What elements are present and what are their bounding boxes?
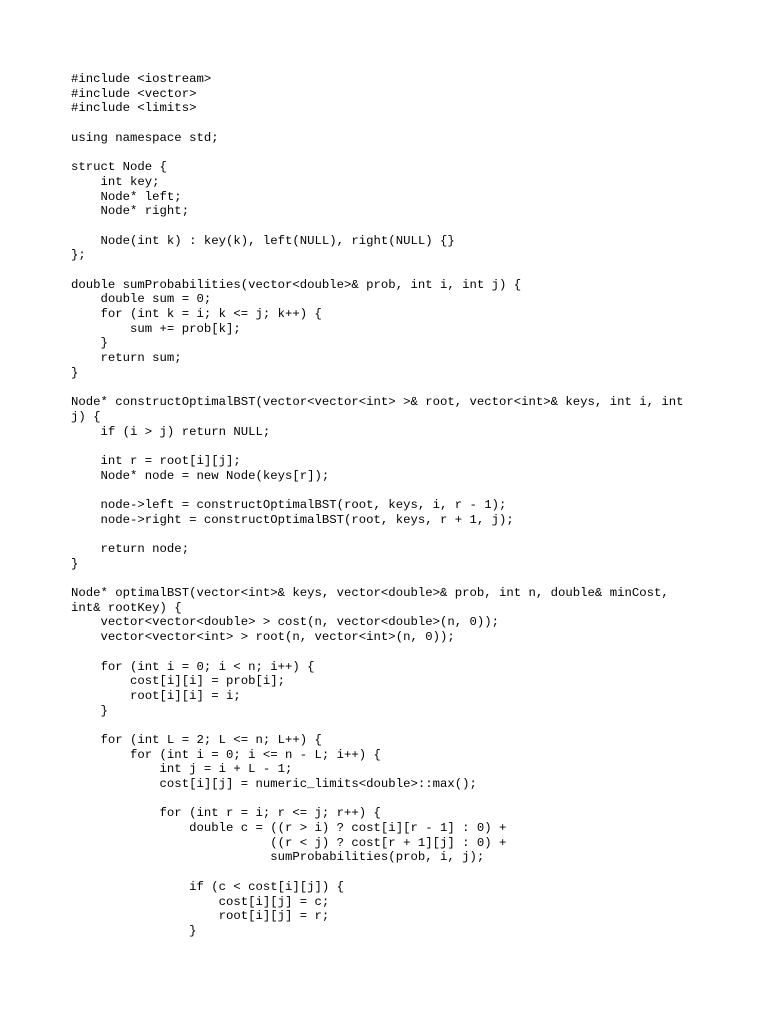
code-line: if (c < cost[i][j]) { (71, 879, 345, 894)
code-line: cost[i][j] = numeric_limits<double>::max(); (71, 777, 477, 791)
code-line: double sum = 0; (71, 292, 212, 307)
code-line: Node* constructOptimalBST(vector<vector<int> >& root, vector<int>& keys, int i, int (71, 395, 684, 410)
code-line: ((r < j) ? cost[r + 1][j] : 0) + (71, 835, 507, 850)
code-line (71, 219, 731, 234)
code-line (71, 439, 731, 454)
code-line: vector<vector<int> > root(n, vector<int>(n, 0)); (71, 630, 455, 645)
code-line: for (int k = i; k <= j; k++) { (71, 307, 322, 321)
code-line: int& rootKey) { (71, 600, 182, 615)
code-line: } (71, 365, 79, 380)
code-line: } (71, 923, 197, 938)
code-line: }; (71, 248, 86, 263)
code-listing (71, 72, 731, 939)
code-line: for (int L = 2; L <= n; L++) { (71, 732, 322, 747)
code-line: double sumProbabilities(vector<double>& prob, int i, int j) { (71, 277, 522, 292)
code-line: Node(int k) : key(k), left(NULL), right(NULL) {} (71, 233, 455, 248)
code-line: return node; (71, 542, 190, 556)
code-line: node->left = constructOptimalBST(root, keys, i, r - 1); (71, 497, 507, 512)
code-line: struct Node { (71, 160, 167, 175)
code-line: } (71, 336, 108, 351)
code-line: #include <iostream> (71, 72, 212, 86)
code-line: int j = i + L - 1; (71, 762, 293, 777)
code-line (71, 116, 731, 131)
code-line: root[i][j] = r; (71, 909, 330, 924)
code-line: for (int r = i; r <= j; r++) { (71, 806, 381, 821)
code-line: root[i][i] = i; (71, 688, 241, 703)
code-line: sum += prob[k]; (71, 321, 241, 336)
code-line: sumProbabilities(prob, i, j); (71, 850, 485, 865)
code-line: int key; (71, 174, 160, 189)
code-line: Node* optimalBST(vector<int>& keys, vector<double>& prob, int n, double& minCost, (71, 586, 669, 601)
code-line (71, 483, 731, 498)
code-line: int r = root[i][j]; (71, 453, 241, 468)
code-line: } (71, 703, 108, 718)
code-line: vector<vector<double> > cost(n, vector<double>(n, 0)); (71, 615, 500, 630)
code-line (71, 865, 731, 880)
code-line: return sum; (71, 351, 182, 366)
code-line (71, 645, 731, 660)
code-line: using namespace std; (71, 130, 219, 145)
code-line: j) { (71, 409, 101, 424)
code-line: double c = ((r > i) ? cost[i][r - 1] : 0) + (71, 821, 507, 836)
code-line: if (i > j) return NULL; (71, 424, 271, 439)
code-line: for (int i = 0; i < n; i++) { (71, 659, 315, 674)
code-line (71, 792, 731, 807)
code-line: } (71, 556, 79, 571)
code-line: cost[i][i] = prob[i]; (71, 674, 286, 689)
code-line (71, 718, 731, 733)
code-line (71, 380, 731, 395)
code-line (71, 145, 731, 160)
code-line: for (int i = 0; i <= n - L; i++) { (71, 747, 381, 762)
code-line (71, 263, 731, 278)
code-line (71, 527, 731, 542)
code-line: #include <vector> (71, 86, 197, 101)
code-line: node->right = constructOptimalBST(root, keys, r + 1, j); (71, 512, 514, 527)
code-line: #include <limits> (71, 101, 197, 116)
code-line: cost[i][j] = c; (71, 894, 330, 909)
code-line: Node* right; (71, 204, 190, 219)
code-line: Node* node = new Node(keys[r]); (71, 468, 330, 483)
code-line: Node* left; (71, 189, 182, 204)
code-line (71, 571, 731, 586)
